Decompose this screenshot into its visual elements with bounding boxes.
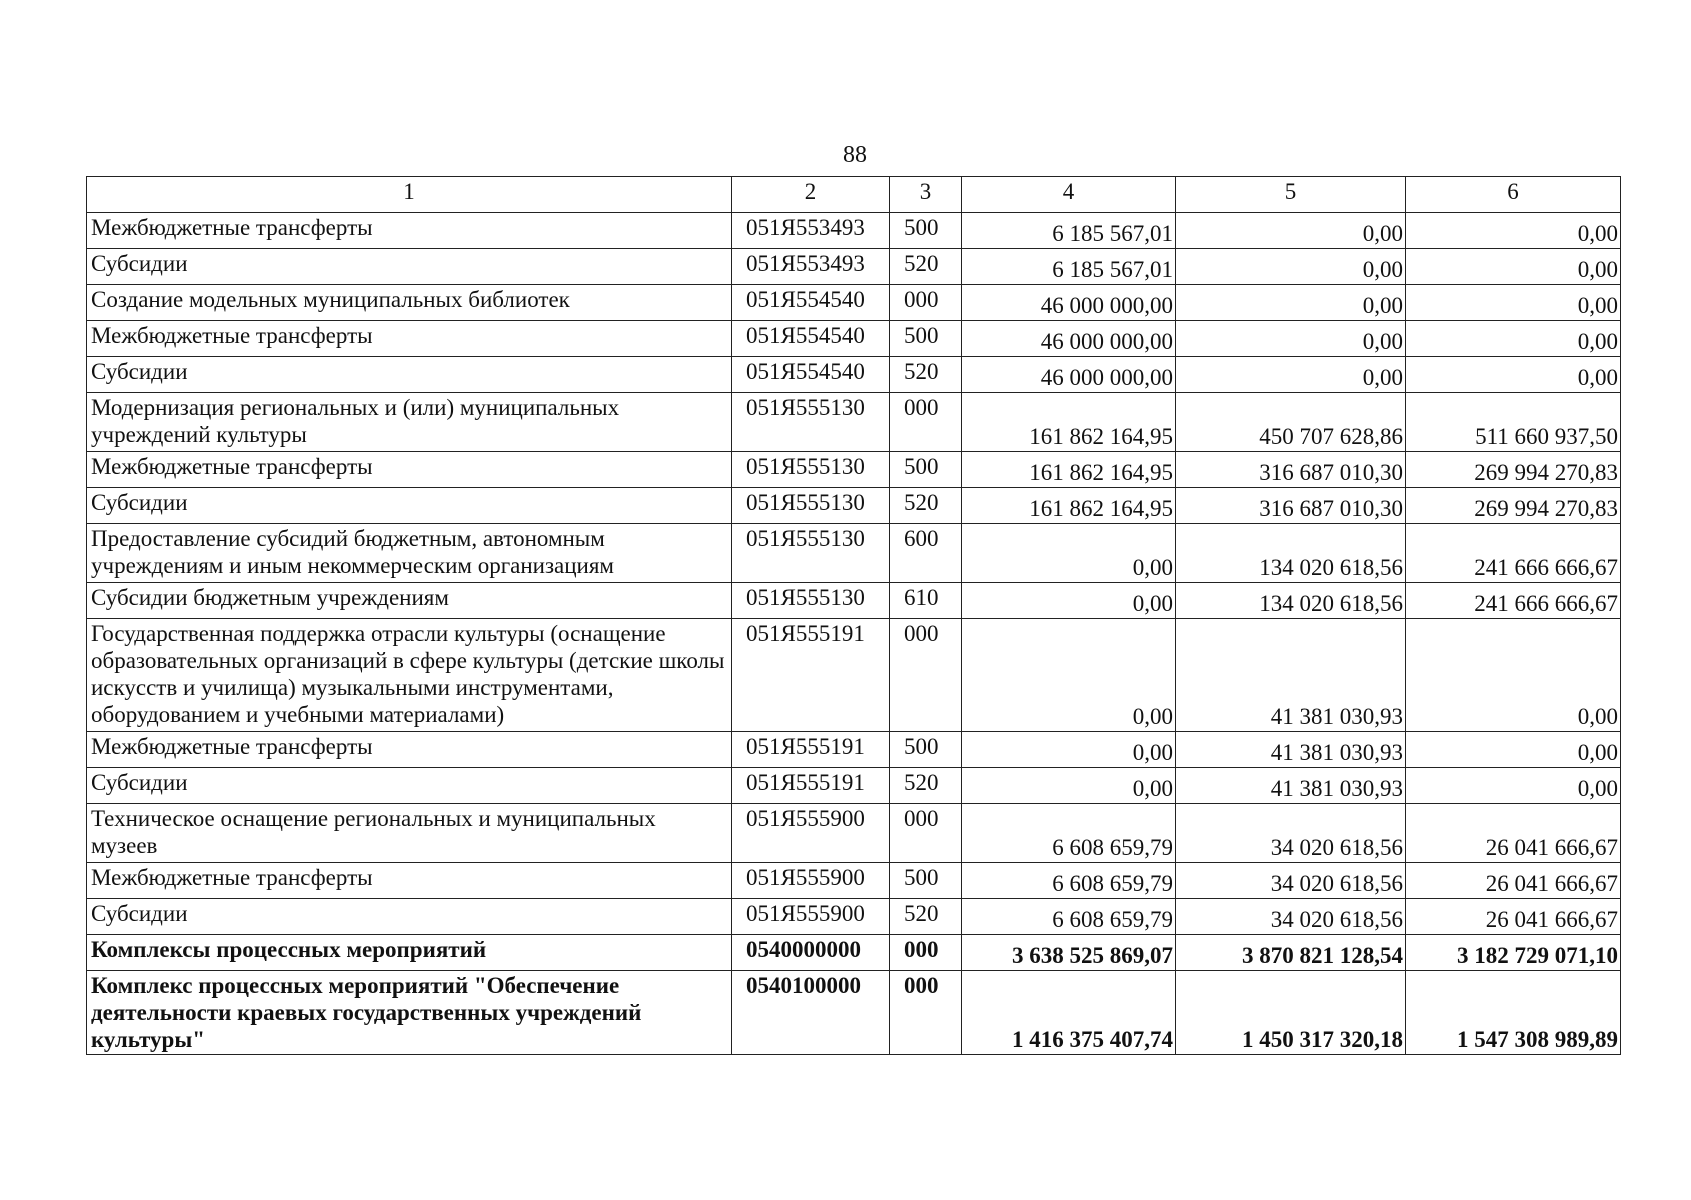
page-number: 88 (843, 142, 867, 168)
row-name-cell: Межбюджетные трансферты (87, 213, 732, 249)
row-code-cell: 051Я554540 (732, 357, 890, 393)
row-code-cell: 051Я555191 (732, 732, 890, 768)
row-value-col6-cell: 0,00 (1406, 619, 1621, 732)
row-name-cell: Межбюджетные трансферты (87, 863, 732, 899)
row-code-cell: 051Я554540 (732, 321, 890, 357)
row-value-col5-cell: 0,00 (1176, 285, 1406, 321)
row-value-col4-cell: 6 608 659,79 (962, 863, 1176, 899)
table-row (87, 393, 1621, 452)
row-name-cell: Субсидии (87, 357, 732, 393)
row-name-cell: Субсидии (87, 249, 732, 285)
table-row (87, 249, 1621, 285)
header-cell-2: 2 (732, 177, 890, 213)
row-value-col6-cell: 241 666 666,67 (1406, 583, 1621, 619)
row-name-cell: Модернизация региональных и (или) муниципальных учреждений культуры (87, 393, 732, 452)
row-name-cell: Межбюджетные трансферты (87, 452, 732, 488)
table-row (87, 899, 1621, 935)
row-value-col6-cell: 0,00 (1406, 285, 1621, 321)
table-row (87, 213, 1621, 249)
row-value-col6-cell: 511 660 937,50 (1406, 393, 1621, 452)
row-value-col4-cell: 161 862 164,95 (962, 488, 1176, 524)
row-value-col6-cell: 269 994 270,83 (1406, 452, 1621, 488)
table-row (87, 804, 1621, 863)
table-row (87, 321, 1621, 357)
row-value-col4-cell: 6 185 567,01 (962, 213, 1176, 249)
row-value-col6-cell: 26 041 666,67 (1406, 899, 1621, 935)
table-row (87, 768, 1621, 804)
row-name-cell: Комплекс процессных мероприятий "Обеспечение деятельности краевых государственных учреждений культуры" (87, 971, 732, 1055)
row-value-col5-cell: 134 020 618,56 (1176, 524, 1406, 583)
row-value-col5-cell: 3 870 821 128,54 (1176, 935, 1406, 971)
row-value-col6-cell: 3 182 729 071,10 (1406, 935, 1621, 971)
row-vr-cell: 500 (890, 452, 962, 488)
row-value-col5-cell: 34 020 618,56 (1176, 804, 1406, 863)
row-value-col5-cell: 316 687 010,30 (1176, 452, 1406, 488)
table-row (87, 452, 1621, 488)
header-cell-1: 1 (87, 177, 732, 213)
row-code-cell: 051Я555191 (732, 768, 890, 804)
row-code-cell: 051Я555130 (732, 524, 890, 583)
row-vr-cell: 520 (890, 249, 962, 285)
header-cell-5: 5 (1176, 177, 1406, 213)
row-value-col6-cell: 0,00 (1406, 732, 1621, 768)
row-value-col5-cell: 34 020 618,56 (1176, 899, 1406, 935)
row-value-col5-cell: 1 450 317 320,18 (1176, 971, 1406, 1055)
row-code-cell: 051Я555130 (732, 452, 890, 488)
row-value-col5-cell: 134 020 618,56 (1176, 583, 1406, 619)
row-code-cell: 051Я555130 (732, 393, 890, 452)
row-value-col6-cell: 0,00 (1406, 321, 1621, 357)
row-name-cell: Комплексы процессных мероприятий (87, 935, 732, 971)
row-value-col5-cell: 34 020 618,56 (1176, 863, 1406, 899)
row-value-col4-cell: 46 000 000,00 (962, 285, 1176, 321)
row-value-col4-cell: 3 638 525 869,07 (962, 935, 1176, 971)
row-value-col5-cell: 41 381 030,93 (1176, 619, 1406, 732)
row-value-col4-cell: 6 608 659,79 (962, 804, 1176, 863)
row-value-col6-cell: 0,00 (1406, 213, 1621, 249)
header-cell-3: 3 (890, 177, 962, 213)
row-code-cell: 051Я555900 (732, 899, 890, 935)
table-row (87, 935, 1621, 971)
row-code-cell: 0540100000 (732, 971, 890, 1055)
row-vr-cell: 000 (890, 804, 962, 863)
row-name-cell: Техническое оснащение региональных и муниципальных музеев (87, 804, 732, 863)
row-value-col5-cell: 0,00 (1176, 249, 1406, 285)
row-vr-cell: 500 (890, 732, 962, 768)
row-vr-cell: 520 (890, 768, 962, 804)
row-name-cell: Субсидии (87, 768, 732, 804)
row-value-col5-cell: 316 687 010,30 (1176, 488, 1406, 524)
table-row (87, 732, 1621, 768)
row-value-col4-cell: 1 416 375 407,74 (962, 971, 1176, 1055)
row-value-col5-cell: 450 707 628,86 (1176, 393, 1406, 452)
row-value-col4-cell: 161 862 164,95 (962, 393, 1176, 452)
row-vr-cell: 000 (890, 393, 962, 452)
row-name-cell: Предоставление субсидий бюджетным, автономным учреждениям и иным некоммерческим организациям (87, 524, 732, 583)
row-vr-cell: 520 (890, 357, 962, 393)
row-code-cell: 051Я555130 (732, 583, 890, 619)
row-value-col4-cell: 0,00 (962, 768, 1176, 804)
budget-table (86, 176, 1621, 1055)
row-code-cell: 051Я555191 (732, 619, 890, 732)
row-value-col6-cell: 26 041 666,67 (1406, 863, 1621, 899)
table-header-row (87, 177, 1621, 213)
row-value-col4-cell: 6 608 659,79 (962, 899, 1176, 935)
row-value-col4-cell: 0,00 (962, 583, 1176, 619)
row-value-col5-cell: 0,00 (1176, 321, 1406, 357)
table-row (87, 971, 1621, 1055)
table-row (87, 619, 1621, 732)
table-row (87, 285, 1621, 321)
row-value-col5-cell: 41 381 030,93 (1176, 732, 1406, 768)
row-name-cell: Государственная поддержка отрасли культуры (оснащение образовательных организаций в сфере культуры (детские школы искусств и училища) музыкальными инструментами, оборудованием и учебными материалами) (87, 619, 732, 732)
row-value-col6-cell: 0,00 (1406, 768, 1621, 804)
row-value-col5-cell: 41 381 030,93 (1176, 768, 1406, 804)
row-vr-cell: 520 (890, 899, 962, 935)
row-vr-cell: 600 (890, 524, 962, 583)
row-vr-cell: 000 (890, 935, 962, 971)
table-row (87, 583, 1621, 619)
row-vr-cell: 000 (890, 285, 962, 321)
row-code-cell: 0540000000 (732, 935, 890, 971)
header-cell-6: 6 (1406, 177, 1621, 213)
row-code-cell: 051Я553493 (732, 213, 890, 249)
row-value-col4-cell: 6 185 567,01 (962, 249, 1176, 285)
row-vr-cell: 000 (890, 971, 962, 1055)
row-name-cell: Субсидии (87, 488, 732, 524)
table-row (87, 488, 1621, 524)
table-row (87, 357, 1621, 393)
header-cell-4: 4 (962, 177, 1176, 213)
table-row (87, 524, 1621, 583)
row-value-col4-cell: 0,00 (962, 732, 1176, 768)
row-code-cell: 051Я555900 (732, 863, 890, 899)
row-name-cell: Субсидии (87, 899, 732, 935)
row-name-cell: Межбюджетные трансферты (87, 732, 732, 768)
row-code-cell: 051Я555900 (732, 804, 890, 863)
row-vr-cell: 500 (890, 321, 962, 357)
row-value-col6-cell: 241 666 666,67 (1406, 524, 1621, 583)
row-code-cell: 051Я555130 (732, 488, 890, 524)
row-value-col4-cell: 46 000 000,00 (962, 357, 1176, 393)
row-value-col4-cell: 161 862 164,95 (962, 452, 1176, 488)
row-name-cell: Межбюджетные трансферты (87, 321, 732, 357)
row-code-cell: 051Я553493 (732, 249, 890, 285)
row-name-cell: Субсидии бюджетным учреждениям (87, 583, 732, 619)
row-vr-cell: 000 (890, 619, 962, 732)
row-value-col6-cell: 269 994 270,83 (1406, 488, 1621, 524)
row-value-col6-cell: 26 041 666,67 (1406, 804, 1621, 863)
row-value-col6-cell: 1 547 308 989,89 (1406, 971, 1621, 1055)
row-vr-cell: 500 (890, 863, 962, 899)
table-row (87, 863, 1621, 899)
row-value-col6-cell: 0,00 (1406, 357, 1621, 393)
row-vr-cell: 610 (890, 583, 962, 619)
row-vr-cell: 520 (890, 488, 962, 524)
row-value-col4-cell: 0,00 (962, 524, 1176, 583)
row-value-col4-cell: 46 000 000,00 (962, 321, 1176, 357)
row-code-cell: 051Я554540 (732, 285, 890, 321)
row-value-col4-cell: 0,00 (962, 619, 1176, 732)
row-value-col5-cell: 0,00 (1176, 357, 1406, 393)
row-name-cell: Создание модельных муниципальных библиотек (87, 285, 732, 321)
row-vr-cell: 500 (890, 213, 962, 249)
row-value-col6-cell: 0,00 (1406, 249, 1621, 285)
row-value-col5-cell: 0,00 (1176, 213, 1406, 249)
